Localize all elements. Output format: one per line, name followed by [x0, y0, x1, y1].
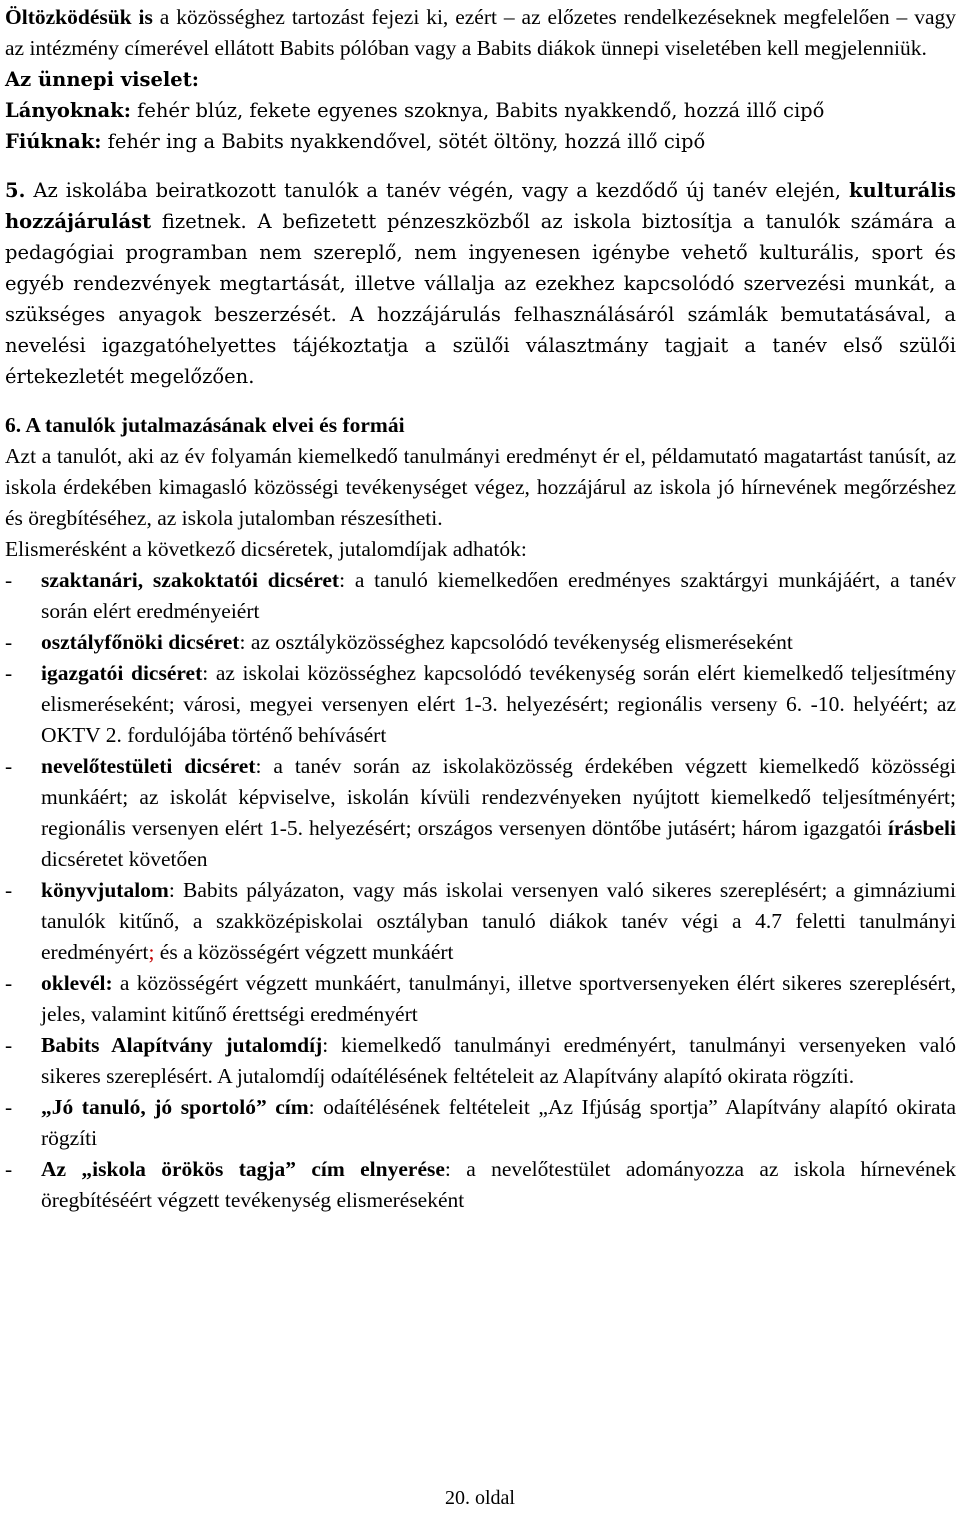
award-name: „Jó tanuló, jó sportoló” cím [41, 1095, 309, 1119]
list-item [5, 627, 956, 658]
dress-bold-start: Öltözködésük is [5, 5, 153, 29]
dress-text: a közösséghez tartozást fejezi ki, ezért – az előzetes rendelkezéseknek megfelelően – vagy az intézmény címerével ellátott Babits pólóban vagy a Babits diákok ünnepi viseletében kell megjelenniük. [5, 5, 956, 60]
list-item [5, 1154, 956, 1216]
document-page [5, 2, 956, 1216]
award-text: : az osztályközösséghez kapcsolódó tevékenység elismeréseként [239, 630, 793, 654]
list-dash: - [5, 971, 13, 995]
section6-lead: Elismerésként a következő dicséretek, jutalomdíjak adhatók: [5, 537, 527, 561]
award-text: : az iskolai közösséghez kapcsolódó tevékenység során elért kiemelkedő teljesítmény elismeréseként; városi, megyei versenyen elért 1-3. helyezésért; regionális verseny 6. -10. helyéért; az OKTV 2. fordulójába történő behívásért [41, 661, 956, 747]
award-text: : odaítélésének feltételeit „Az Ifjúság sportja” Alapítvány alapító okirata rögzíti [41, 1095, 956, 1150]
list-item [5, 658, 956, 751]
award-list [5, 565, 956, 1216]
page-number: 20. oldal [445, 1487, 515, 1509]
award-text: : a tanév során az iskolaközösség érdekében végzett kiemelkedő közösségi munkáért; az iskolát képviselve, iskolán kívüli rendezvényeken nyújtott kiemelkedő teljesítményért; regionális versenyen elért 1-5. helyezésért; országos versenyen döntőbe jutásért; három igazgatói [41, 754, 957, 840]
festive-girls [5, 95, 956, 126]
section5-paragraph [5, 175, 956, 392]
list-dash: - [5, 1033, 13, 1057]
dress-paragraph [5, 2, 956, 64]
list-dash: - [5, 878, 13, 902]
award-name: könyvjutalom [41, 878, 169, 902]
section6-heading: 6. A tanulók jutalmazásának elvei és formái [5, 413, 405, 437]
section6-intro: Azt a tanulót, aki az év folyamán kiemelkedő tanulmányi eredményt ér el, példamutató magatartást tanúsít, az iskola érdekében kimagasló közösségi tevékenységet végez, hozzájárul az iskola jó hírnevének megőrzéshez és öregbítéséhez, az iskola jutalomban részesítheti. [5, 444, 956, 530]
list-item [5, 968, 956, 1030]
list-dash: - [5, 661, 13, 685]
boys-label: Fiúknak: [5, 130, 102, 153]
list-dash: - [5, 630, 13, 654]
list-item [5, 751, 956, 875]
festive-title: Az ünnepi viselet: [5, 68, 199, 91]
award-name: Az „iskola örökös tagja” cím elnyerése [41, 1157, 445, 1181]
list-item [5, 1092, 956, 1154]
award-text: : a tanuló kiemelkedően eredményes szaktárgyi munkájáért, a tanév során elért eredményeiért [41, 568, 957, 623]
award-text: : a nevelőtestület adományozza az iskola hírnevének öregbítéséért végzett tevékenység elismeréseként [41, 1157, 956, 1212]
boys-text: fehér ing a Babits nyakkendővel, sötét öltöny, hozzá illő cipő [101, 130, 706, 153]
festive-boys [5, 126, 956, 157]
list-dash: - [5, 1157, 13, 1181]
award-text: a közösségért végzett munkáért, tanulmányi, illetve sportversenyeken élért sikeres szereplésért, jeles, valamint kitűnő érettségi eredményért [41, 971, 956, 1026]
award-text: : kiemelkedő tanulmányi eredményért, tanulmányi versenyeken való sikeres szereplésért. A jutalomdíj odaítélésének feltételeit az Alapítvány alapító okirata rögzíti. [41, 1033, 956, 1088]
red-semicolon: ; [148, 940, 155, 964]
award-text-end: és a közösségért végzett munkáért [154, 940, 454, 964]
award-name: nevelőtestületi dicséret [41, 754, 256, 778]
section5-number: 5. [5, 179, 26, 202]
award-name: Babits Alapítvány jutalomdíj [41, 1033, 323, 1057]
list-item [5, 565, 956, 627]
award-name: igazgatói dicséret [41, 661, 203, 685]
award-bold-word: írásbeli [887, 816, 956, 840]
section5-text-b: fizetnek. [151, 210, 247, 233]
list-item [5, 875, 956, 968]
girls-text: fehér blúz, fekete egyenes szoknya, Babits nyakkendő, hozzá illő cipő [130, 99, 825, 122]
section5-text-c: A befizetett pénzeszközből az iskola biztosítja a tanulók számára a pedagógiai programban nem szereplő, nem ingyenesen igénybe vehető kulturális, sport és egyéb rendezvények megtartását, illetve vállalja az ezekhez kapcsolódó szervezési munkát, a szükséges anyagok beszerzését. A hozzájárulás felhasználásáról számlák bemutatásával, a nevelési igazgatóhelyettes tájékoztatja a szülői választmány tagjait a tanév első szülői értekezletét megelőzően. [5, 210, 956, 388]
award-text: : Babits pályázaton, vagy más iskolai versenyen való sikeres szereplésért; a gimnáziumi tanulók kitűnő, a szakközépiskolai osztályban tanuló diákok tanév végi a 4.7 feletti tanulmányi eredményért [41, 878, 956, 964]
award-text-end: dicséretet követően [41, 847, 208, 871]
section5-bold: kulturális hozzájárulást [5, 179, 956, 233]
award-name: osztályfőnöki dicséret [41, 630, 240, 654]
list-item [5, 1030, 956, 1092]
award-name: oklevél: [41, 971, 113, 995]
award-name: szaktanári, szakoktatói dicséret [41, 568, 340, 592]
girls-label: Lányoknak: [5, 99, 131, 122]
section5-text-a: Az iskolába beiratkozott tanulók a tanév végén, vagy a kezdődő új tanév elején, [25, 179, 850, 202]
list-dash: - [5, 1095, 13, 1119]
list-dash: - [5, 568, 13, 592]
list-dash: - [5, 754, 13, 778]
